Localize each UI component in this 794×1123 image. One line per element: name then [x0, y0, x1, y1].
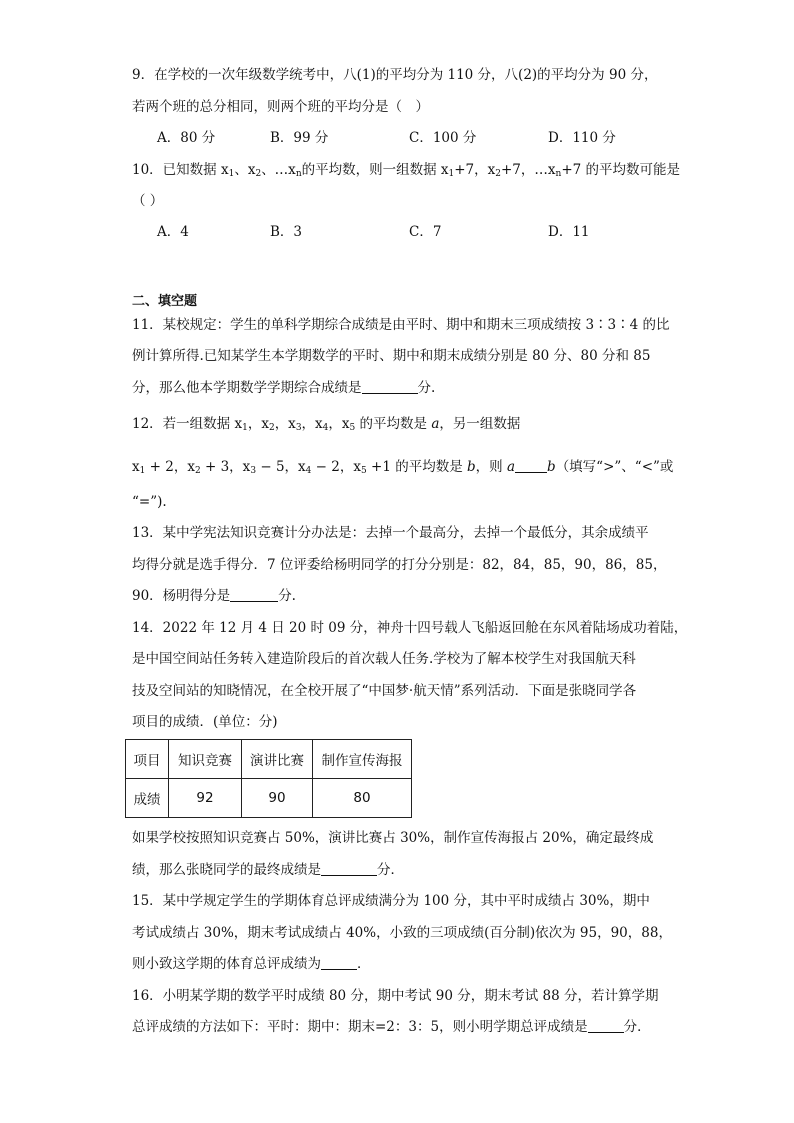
- table-cell: 成绩: [126, 779, 169, 818]
- table-header-row: [126, 740, 412, 779]
- q11-answer-blank[interactable]: [362, 379, 418, 394]
- q9-option-c: C．100 分: [409, 130, 477, 146]
- table-row: [126, 779, 412, 818]
- table-cell: 90: [242, 779, 313, 818]
- q13-line-2: 均得分就是选手得分．7 位评委给杨明同学的打分分别是：82，84，85，90，86，85，: [132, 557, 667, 573]
- q16-answer-blank[interactable]: [588, 1018, 624, 1033]
- q11-line-3: 分，那么他本学期数学学期综合成绩是 分.: [132, 380, 436, 396]
- q14-line-2: 是中国空间站任务转入建造阶段后的首次载人任务.学校为了解本校学生对我国航天科: [132, 651, 636, 667]
- q11-line-2: 例计算所得.已知某学生本学期数学的平时、期中和期末成绩分别是 80 分、80 分和 85: [132, 348, 651, 364]
- q10-option-d: D．11: [548, 224, 590, 240]
- q12-answer-blank[interactable]: [515, 458, 547, 473]
- q12-line-1: 12．若一组数据 $x_1$，$x_2$，$x_3$，$x_4$，$x_5$ 的平均数是 a，另一组数据: [132, 416, 521, 433]
- section-title: 二、填空题: [132, 294, 198, 309]
- q15-line-1: 15．某中学规定学生的学期体育总评成绩满分为 100 分，其中平时成绩占 30%，期中: [132, 893, 650, 909]
- q14-answer-blank[interactable]: [321, 861, 377, 876]
- q14-line-5: 如果学校按照知识竞赛占 50%，演讲比赛占 30%，制作宣传海报占 20%，确定最终成: [132, 830, 654, 846]
- q14-line-1: 14．2022 年 12 月 4 日 20 时 09 分，神舟十四号载人飞船返回舱在东风着陆场成功着陆，: [132, 620, 688, 636]
- q13-line-1: 13．某中学宪法知识竞赛计分办法是：去掉一个最高分，去掉一个最低分，其余成绩平: [132, 525, 649, 541]
- q13-answer-blank[interactable]: [230, 587, 278, 602]
- q11-line-1: 11．某校规定：学生的单科学期综合成绩是由平时、期中和期末三项成绩按 3∶3∶4 的比: [132, 317, 670, 333]
- table-cell: 知识竞赛: [169, 740, 242, 779]
- q10-option-c: C．7: [409, 224, 442, 240]
- q10-line-2: （ ）: [132, 193, 164, 209]
- q9-line-2: 若两个班的总分相同，则两个班的平均分是（ ）: [132, 99, 429, 115]
- table-cell: 80: [313, 779, 412, 818]
- q13-line-3: 90．杨明得分是 分.: [132, 588, 296, 604]
- q16-line-2: 总评成绩的方法如下：平时：期中：期末=2：3：5，则小明学期总评成绩是 分．: [132, 1019, 651, 1035]
- q14-line-4: 项目的成绩．(单位：分): [132, 714, 278, 730]
- q9-option-b: B．99 分: [270, 130, 329, 146]
- q10-line-1: 10．已知数据 $x_1$、$x_2$、$\dots x_n$的平均数，则一组数据 $x_1+7$，$x_2+7$，$\dots x_n+7$ 的平均数可能是: [132, 162, 681, 179]
- q10-option-a: A．4: [157, 224, 189, 240]
- q9-line-1: 9．在学校的一次年级数学统考中，八(1)的平均分为 110 分，八(2)的平均分为 90 分，: [132, 67, 658, 83]
- table-cell: 92: [169, 779, 242, 818]
- q12-line-3: “=”).: [132, 494, 167, 510]
- q15-line-3: 则小致这学期的体育总评成绩为 ．: [132, 956, 371, 972]
- table-cell: 演讲比赛: [242, 740, 313, 779]
- q14-line-6: 绩，那么张晓同学的最终成绩是 分．: [132, 862, 404, 878]
- q15-answer-blank[interactable]: [321, 955, 357, 970]
- table-cell: 项目: [126, 740, 169, 779]
- q9-option-d: D．110 分: [548, 130, 616, 146]
- q12-line-2: $x_1 + 2$，$x_2 + 3$，$x_3 - 5$，$x_4 - 2$，$x_5 +1$ 的平均数是 b，则 a b（填写“>”、“<”或: [132, 459, 674, 476]
- score-table: [125, 739, 412, 818]
- q16-line-1: 16．小明某学期的数学平时成绩 80 分，期中考试 90 分，期末考试 88 分，若计算学期: [132, 988, 659, 1004]
- q10-option-b: B．3: [270, 224, 303, 240]
- table-cell: 制作宣传海报: [313, 740, 412, 779]
- q14-line-3: 技及空间站的知晓情况，在全校开展了“中国梦·航天情”系列活动．下面是张晓同学各: [132, 683, 637, 699]
- q15-line-2: 考试成绩占 30%，期末考试成绩占 40%，小致的三项成绩(百分制)依次为 95，90，88，: [132, 925, 672, 941]
- q9-option-a: A．80 分: [157, 130, 216, 146]
